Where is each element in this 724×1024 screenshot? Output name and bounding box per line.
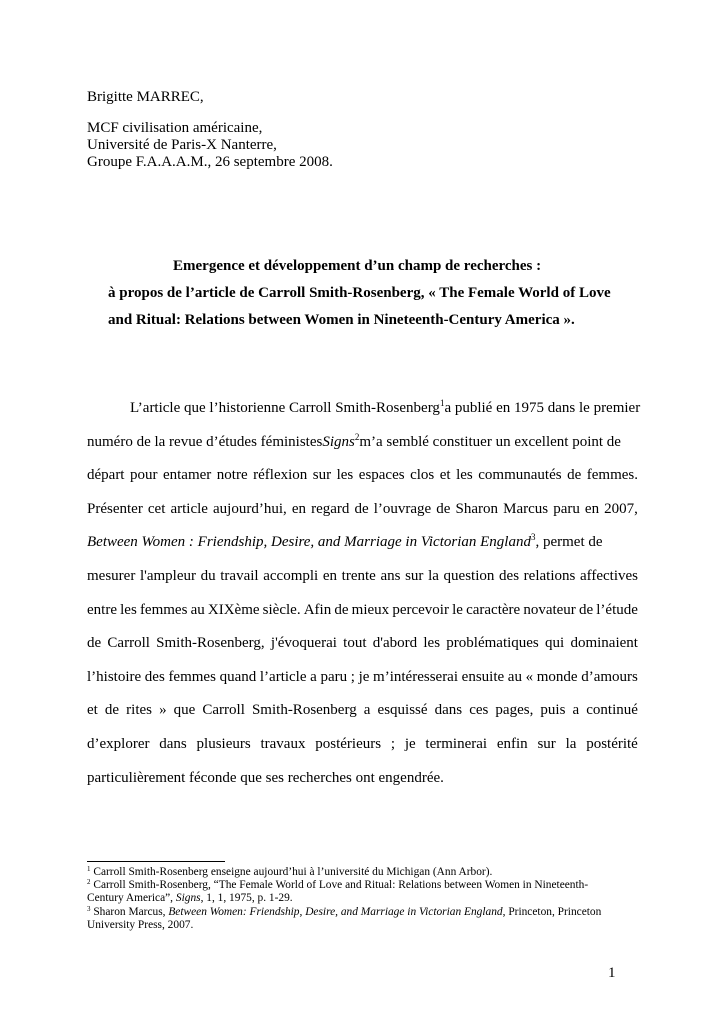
word: pages, (495, 702, 534, 719)
word: puis (540, 702, 566, 719)
footnote-ref[interactable]: 3 (530, 532, 536, 543)
word: » (159, 702, 167, 719)
word: d'abord (372, 635, 418, 652)
word: femmes. (586, 467, 638, 484)
word: percevoir (392, 601, 449, 618)
word: affectives (579, 567, 638, 584)
word: postérité (586, 735, 638, 752)
footnote-3 (87, 906, 638, 919)
word: relations (523, 567, 576, 584)
paragraph-line (87, 694, 638, 728)
word: les (456, 467, 473, 484)
word: Smith-Rosenberg (251, 702, 357, 719)
word: esquissé (377, 702, 428, 719)
word: départ (87, 467, 125, 484)
word: ; (350, 668, 355, 685)
word: d’explorer (87, 735, 150, 752)
word: enfin (496, 735, 528, 752)
word: l'ampleur (139, 567, 196, 584)
word: des (499, 567, 520, 584)
word: l’ouvrage (373, 500, 432, 517)
word: mesurer (87, 567, 136, 584)
paragraph-line (87, 594, 638, 628)
word: Marcus (503, 500, 549, 517)
word: en (584, 500, 600, 517)
word: siècle. (262, 601, 301, 618)
word: paru (320, 668, 348, 685)
footnote-text (87, 879, 588, 892)
footnote-text (87, 892, 293, 905)
word: novateur (523, 601, 576, 618)
journal-title: Signs (175, 892, 201, 905)
word: m’intéresserai (373, 668, 459, 685)
word: pour (129, 467, 158, 484)
footnote-ref[interactable]: 2 (354, 431, 360, 442)
word: au (190, 601, 205, 618)
word: et (439, 467, 451, 484)
word: j'évoquerai (270, 635, 337, 652)
word: ces (469, 702, 489, 719)
word: mieux (351, 601, 390, 618)
word: a (572, 702, 580, 719)
word: notre (216, 467, 248, 484)
footnote-2 (87, 879, 638, 892)
text-run: Carroll Smith-Rosenberg enseigne aujourd’hui à l’université du Michigan (Ann Arbor). (90, 866, 493, 878)
word: le (452, 601, 463, 618)
word: dans (434, 702, 463, 719)
word: je (358, 668, 370, 685)
affiliation-line: MCF civilisation américaine, (87, 120, 263, 136)
word: de (87, 635, 102, 652)
word: regard (311, 500, 350, 517)
footnote-text (87, 866, 492, 879)
word: sur (405, 567, 424, 584)
word: problématiques (446, 635, 539, 652)
paragraph-line (87, 627, 638, 661)
paragraph-line (87, 728, 638, 762)
line-text (130, 392, 640, 426)
word: qui (545, 635, 565, 652)
word: caractère (466, 601, 521, 618)
word: du (200, 567, 216, 584)
text-run: L’article que l’historienne Carroll Smith-Rosenberg (130, 400, 440, 416)
footnote-number: 1 (87, 865, 91, 873)
word: aujourd’hui, (213, 500, 287, 517)
word: rites (126, 702, 152, 719)
title-line: Emergence et développement d’un champ de recherches : (173, 258, 542, 274)
word: l’article (259, 668, 307, 685)
text-run: Century America”, (87, 892, 176, 905)
page-number: 1 (608, 965, 616, 981)
word: femmes (139, 601, 188, 618)
word: Smith-Rosenberg, (156, 635, 265, 652)
word: clos (410, 467, 435, 484)
paragraph-line (87, 526, 638, 560)
text-run: numéro de la revue d’études féministes (87, 433, 323, 450)
footnote-number: 3 (87, 904, 91, 913)
journal-title: Signs (322, 433, 355, 450)
word: ans (380, 567, 401, 584)
word: accompli (263, 567, 319, 584)
affiliation-line: Groupe F.A.A.A.M., 26 septembre 2008. (87, 154, 333, 170)
word: Afin (303, 601, 332, 618)
word: terminerai (425, 735, 488, 752)
author-affiliation (87, 120, 333, 171)
word: des (144, 668, 165, 685)
word: en (291, 500, 306, 517)
word: tout (343, 635, 367, 652)
footnote-ref[interactable]: 1 (439, 398, 445, 408)
word: cet (147, 500, 166, 517)
word: « (525, 668, 534, 685)
word: de (436, 500, 451, 517)
paragraph-line (87, 459, 638, 493)
word: Sharon (455, 500, 499, 517)
paragraph-line (87, 426, 638, 460)
word: communautés (478, 467, 562, 484)
word: au (507, 668, 522, 685)
book-title: Between Women: Friendship, Desire, and Marriage in Victorian England (168, 905, 503, 918)
word: Carroll (107, 635, 150, 652)
text-run: m’a semblé constituer un excellent point de (359, 433, 621, 450)
word: sur (312, 467, 332, 484)
word: Carroll (202, 702, 245, 719)
word: l’étude (596, 601, 638, 618)
word: ensuite (461, 668, 505, 685)
word: plusieurs (196, 735, 251, 752)
word: sur (537, 735, 556, 752)
word: XIXème (207, 601, 260, 618)
word: quand (219, 668, 257, 685)
word: de (334, 601, 349, 618)
word: travaux (260, 735, 306, 752)
word: 2007, (604, 500, 638, 517)
body-paragraph (87, 392, 641, 795)
word: monde (536, 668, 578, 685)
book-title: Between Women : Friendship, Desire, and Marriage in Victorian England (87, 534, 531, 551)
text-run: , 1, 1, 1975, p. 1-29. (200, 892, 293, 905)
word: l’histoire (87, 668, 142, 685)
line-text (87, 426, 621, 460)
text-run: a publié en 1975 dans le premier (444, 400, 641, 416)
word: réflexion (253, 467, 308, 484)
text-run: Carroll Smith-Rosenberg, “The Female World of Love and Ritual: Relations between Women in Nineteenth- (90, 879, 589, 892)
footnote-number: 2 (87, 878, 91, 887)
word: a (310, 668, 317, 685)
word: je (404, 735, 416, 752)
text-run: , Princeton, Princeton (502, 905, 602, 918)
text-run: , permet de (535, 534, 603, 551)
paragraph-line (87, 560, 638, 594)
word: d’amours (581, 668, 638, 685)
author-name: Brigitte MARREC, (87, 89, 204, 105)
affiliation-line: Université de Paris-X Nanterre, (87, 137, 277, 153)
word: de (104, 702, 120, 719)
paragraph-line (87, 661, 638, 695)
word: de (578, 601, 594, 618)
word: la (428, 567, 439, 584)
title-line: and Ritual: Relations between Women in Nineteenth-Century America ». (108, 312, 575, 328)
word: les (336, 467, 354, 484)
word: travail (220, 567, 259, 584)
word: les (120, 601, 137, 618)
word: question (443, 567, 495, 584)
word: entamer (162, 467, 212, 484)
word: de (567, 467, 582, 484)
footnotes (87, 866, 638, 932)
footnote-separator (87, 861, 225, 862)
word: entre (87, 601, 117, 618)
word: espaces (358, 467, 405, 484)
word: postérieurs (315, 735, 382, 752)
line-text (87, 526, 603, 560)
word: article (170, 500, 208, 517)
word: a (363, 702, 371, 719)
footnote-2-cont (87, 892, 638, 905)
word: de (354, 500, 369, 517)
paragraph-line (87, 493, 638, 527)
word: femmes (168, 668, 216, 685)
word: dominaient (570, 635, 638, 652)
footnote-3-cont: University Press, 2007. (87, 918, 194, 931)
word: continué (586, 702, 638, 719)
word: et (87, 702, 98, 719)
word: que (173, 702, 196, 719)
word: Présenter (87, 500, 143, 517)
title-line: à propos de l’article de Carroll Smith-Rosenberg, « The Female World of Love (108, 285, 611, 301)
word: les (423, 635, 441, 652)
word: dans (159, 735, 187, 752)
paragraph-line (87, 392, 641, 426)
text-run: Sharon Marcus, (90, 905, 169, 918)
footnote-1 (87, 866, 638, 879)
paragraph-line: particulièrement féconde que ses recherches ont engendrée. (87, 769, 444, 786)
document-title (87, 253, 637, 334)
word: la (565, 735, 577, 752)
word: ; (390, 735, 396, 752)
footnote-text (87, 906, 601, 919)
word: paru (553, 500, 580, 517)
word: en (322, 567, 338, 584)
word: trente (341, 567, 376, 584)
